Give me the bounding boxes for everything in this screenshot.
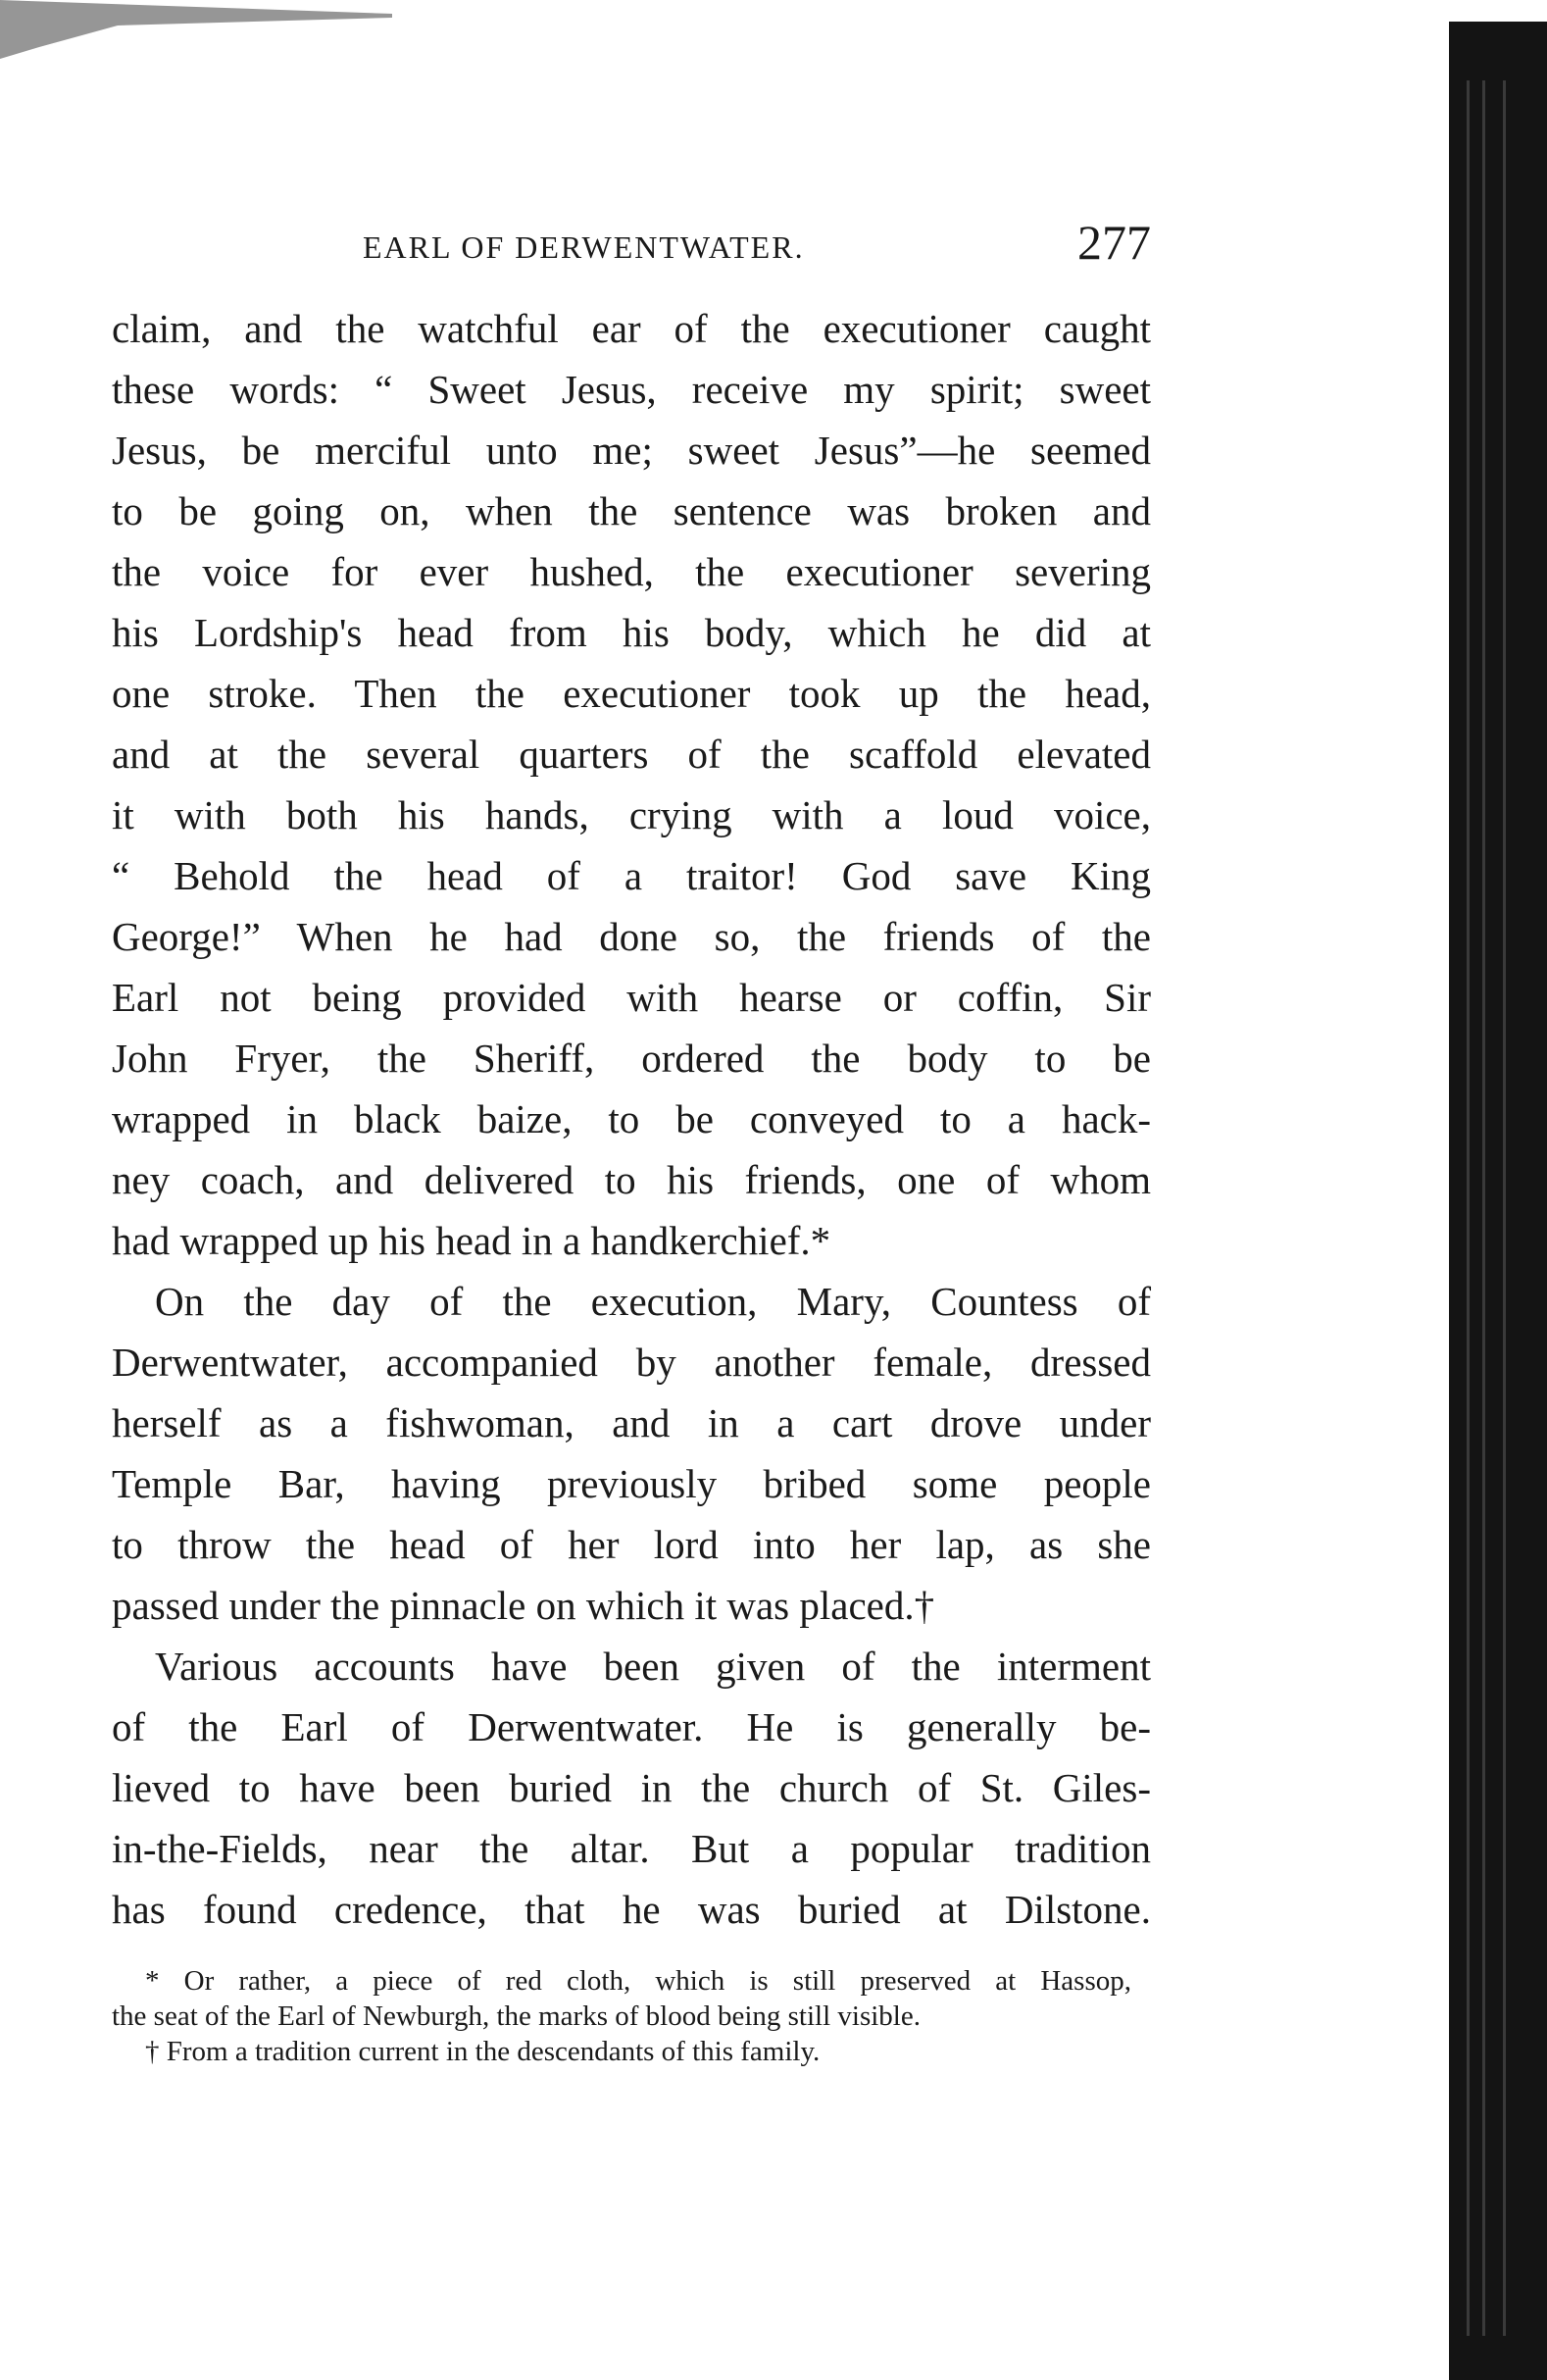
text-line: Temple Bar, having previously bribed some people xyxy=(112,1461,1151,1506)
body-text xyxy=(112,298,1151,1940)
text-line: Various accounts have been given of the interment xyxy=(155,1644,1151,1689)
page-number: 277 xyxy=(1077,215,1151,270)
text-line: “ Behold the head of a traitor! God save King xyxy=(112,853,1151,898)
text-line: wrapped in black baize, to be conveyed to a hack- xyxy=(112,1096,1151,1141)
text-line: his Lordship's head from his body, which he did at xyxy=(112,610,1151,655)
text-line: in-the-Fields, near the altar. But a popular tradition xyxy=(112,1826,1151,1871)
text-line: Earl not being provided with hearse or coffin, Sir xyxy=(112,975,1151,1020)
text-line: and at the several quarters of the scaffold elevated xyxy=(112,732,1151,777)
scan-smudge xyxy=(0,0,392,69)
text-line: Jesus, be merciful unto me; sweet Jesus”—he seemed xyxy=(112,428,1151,473)
text-line: the voice for ever hushed, the executioner severing xyxy=(112,549,1151,594)
text-line: one stroke. Then the executioner took up the head, xyxy=(112,671,1151,716)
running-title: EARL OF DERWENTWATER. xyxy=(363,229,805,265)
footnotes xyxy=(112,1963,1131,2069)
text-line: herself as a fishwoman, and in a cart drove under xyxy=(112,1400,1151,1445)
binding-streak xyxy=(1503,80,1506,2336)
text-line: claim, and the watchful ear of the executioner caught xyxy=(112,306,1151,351)
text-line: to be going on, when the sentence was broken and xyxy=(112,488,1151,533)
text-line: these words: “ Sweet Jesus, receive my spirit; sweet xyxy=(112,367,1151,412)
text-line: lieved to have been buried in the church of St. Giles- xyxy=(112,1765,1151,1810)
binding-streak xyxy=(1467,80,1470,2336)
text-line: of the Earl of Derwentwater. He is generally be- xyxy=(112,1704,1151,1749)
text-line: had wrapped up his head in a handkerchief.* xyxy=(112,1218,831,1263)
footnote-line: † From a tradition current in the descendants of this family. xyxy=(145,2036,821,2067)
text-line: George!” When he had done so, the friends of the xyxy=(112,914,1151,959)
book-binding-edge xyxy=(1449,22,1547,2380)
text-line: it with both his hands, crying with a loud voice, xyxy=(112,792,1151,837)
page-header xyxy=(112,214,1151,282)
footnote-line: * Or rather, a piece of red cloth, which is still preserved at Hassop, xyxy=(145,1965,1131,1997)
binding-streak xyxy=(1482,80,1485,2336)
footnote-line: the seat of the Earl of Newburgh, the marks of blood being still visible. xyxy=(112,2000,921,2032)
text-line: has found credence, that he was buried at Dilstone. xyxy=(112,1887,1151,1932)
text-line: John Fryer, the Sheriff, ordered the body to be xyxy=(112,1036,1151,1081)
text-line: Derwentwater, accompanied by another female, dressed xyxy=(112,1340,1151,1385)
text-line: On the day of the execution, Mary, Countess of xyxy=(155,1279,1151,1324)
text-line: ney coach, and delivered to his friends, one of whom xyxy=(112,1157,1151,1202)
text-line: to throw the head of her lord into her lap, as she xyxy=(112,1522,1151,1567)
text-line: passed under the pinnacle on which it was placed.† xyxy=(112,1583,935,1628)
